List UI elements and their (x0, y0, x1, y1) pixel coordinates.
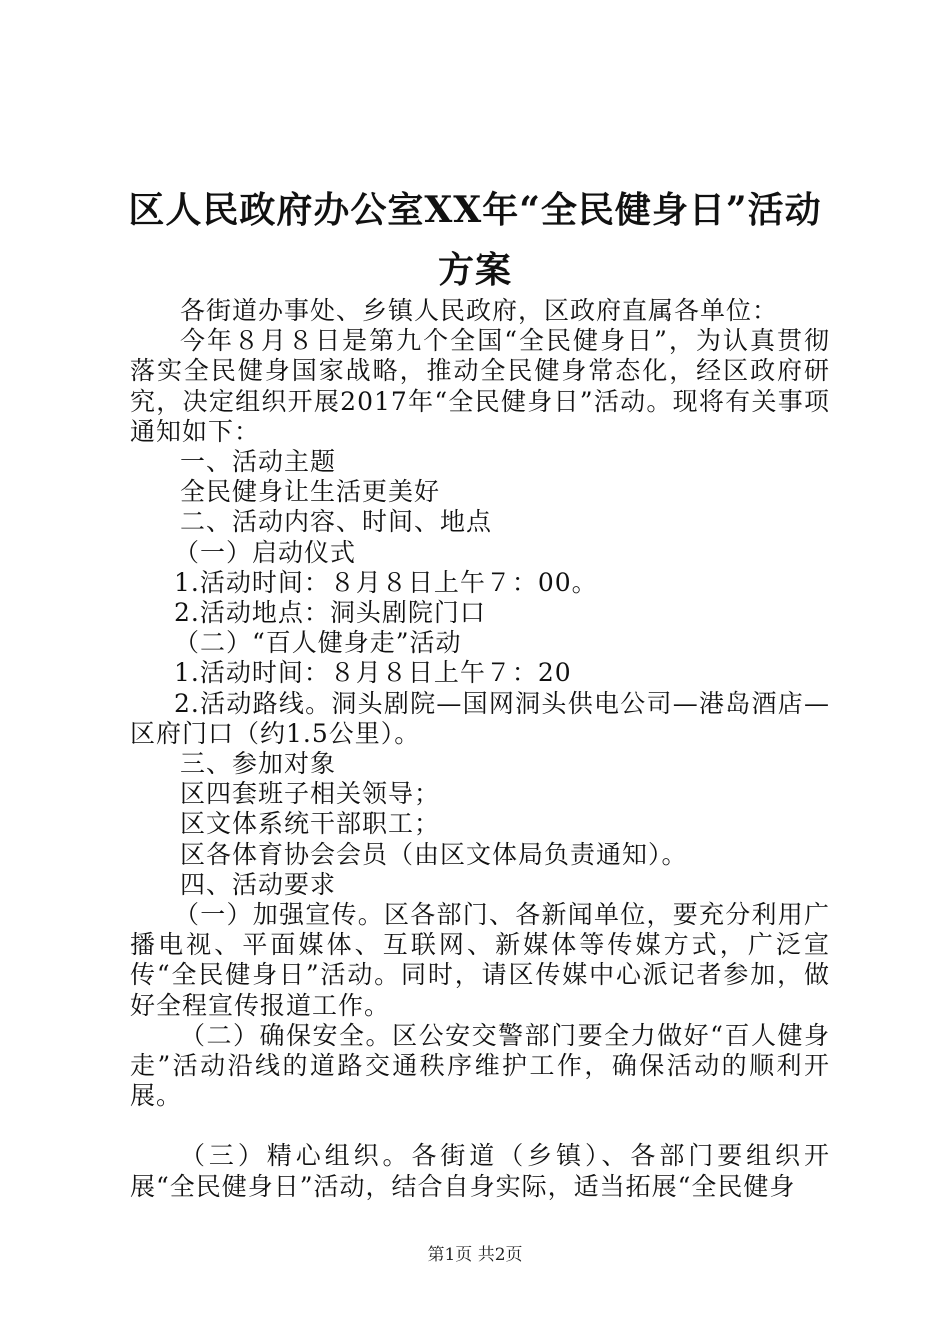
section-4-item-1: （一）加强宣传。区各部门、各新闻单位，要充分利用广播电视、平面媒体、互联网、新媒体等传媒方式，广泛宣传“全民健身日”活动。同时，请区传媒中心派记者参加，做好全程宣传报道工作。 (130, 900, 830, 1020)
document-body (130, 296, 830, 1202)
section-2-sub2-item-1: 1.活动时间：８月８日上午７：20 (174, 658, 572, 688)
section-2-sub1-item-1: 1.活动时间：８月８日上午７：00。 (174, 567, 598, 597)
section-3-item-1: 区四套班子相关领导； (180, 779, 441, 809)
section-3-heading: 三、参加对象 (180, 749, 337, 779)
section-1-text: 全民健身让生活更美好 (180, 477, 441, 507)
section-2-subheading-1: （一）启动仪式 (174, 537, 357, 567)
section-2-sub1-item-2: 2.活动地点：洞头剧院门口 (174, 598, 486, 628)
document-title-line-1: 区人民政府办公室XX年“全民健身日”活动 (128, 189, 822, 231)
salutation: 各街道办事处、乡镇人民政府，区政府直属各单位： (180, 296, 779, 325)
section-1-heading: 一、活动主题 (180, 447, 337, 477)
section-4-item-3: （三）精心组织。各街道（乡镇）、各部门要组织开展“全民健身日”活动，结合自身实际，适当拓展“全民健身 (130, 1141, 830, 1201)
page-footer: 第1页 共2页 (427, 1245, 523, 1265)
section-4-item-2: （二）确保安全。区公安交警部门要全力做好“百人健身走”活动沿线的道路交通秩序维护工作，确保活动的顺利开展。 (130, 1020, 830, 1111)
paragraph-gap (130, 1111, 830, 1141)
section-4-heading: 四、活动要求 (180, 869, 337, 899)
intro-paragraph: 今年８月８日是第九个全国“全民健身日”，为认真贯彻落实全民健身国家战略，推动全民健身常态化，经区政府研究，决定组织开展2017年“全民健身日”活动。现将有关事项通知如下： (130, 326, 830, 446)
section-2-sub2-item-2: 2.活动路线。洞头剧院—国网洞头供电公司—港岛酒店—区府门口（约1.5公里）。 (130, 688, 830, 748)
section-2-subheading-2: （二）“百人健身走”活动 (174, 628, 462, 658)
section-3-item-2: 区文体系统干部职工； (180, 809, 441, 839)
section-2-heading: 二、活动内容、时间、地点 (180, 507, 493, 537)
section-3-item-3: 区各体育协会会员（由区文体局负责通知）。 (180, 839, 688, 869)
document-title-line-2: 方案 (437, 249, 512, 291)
